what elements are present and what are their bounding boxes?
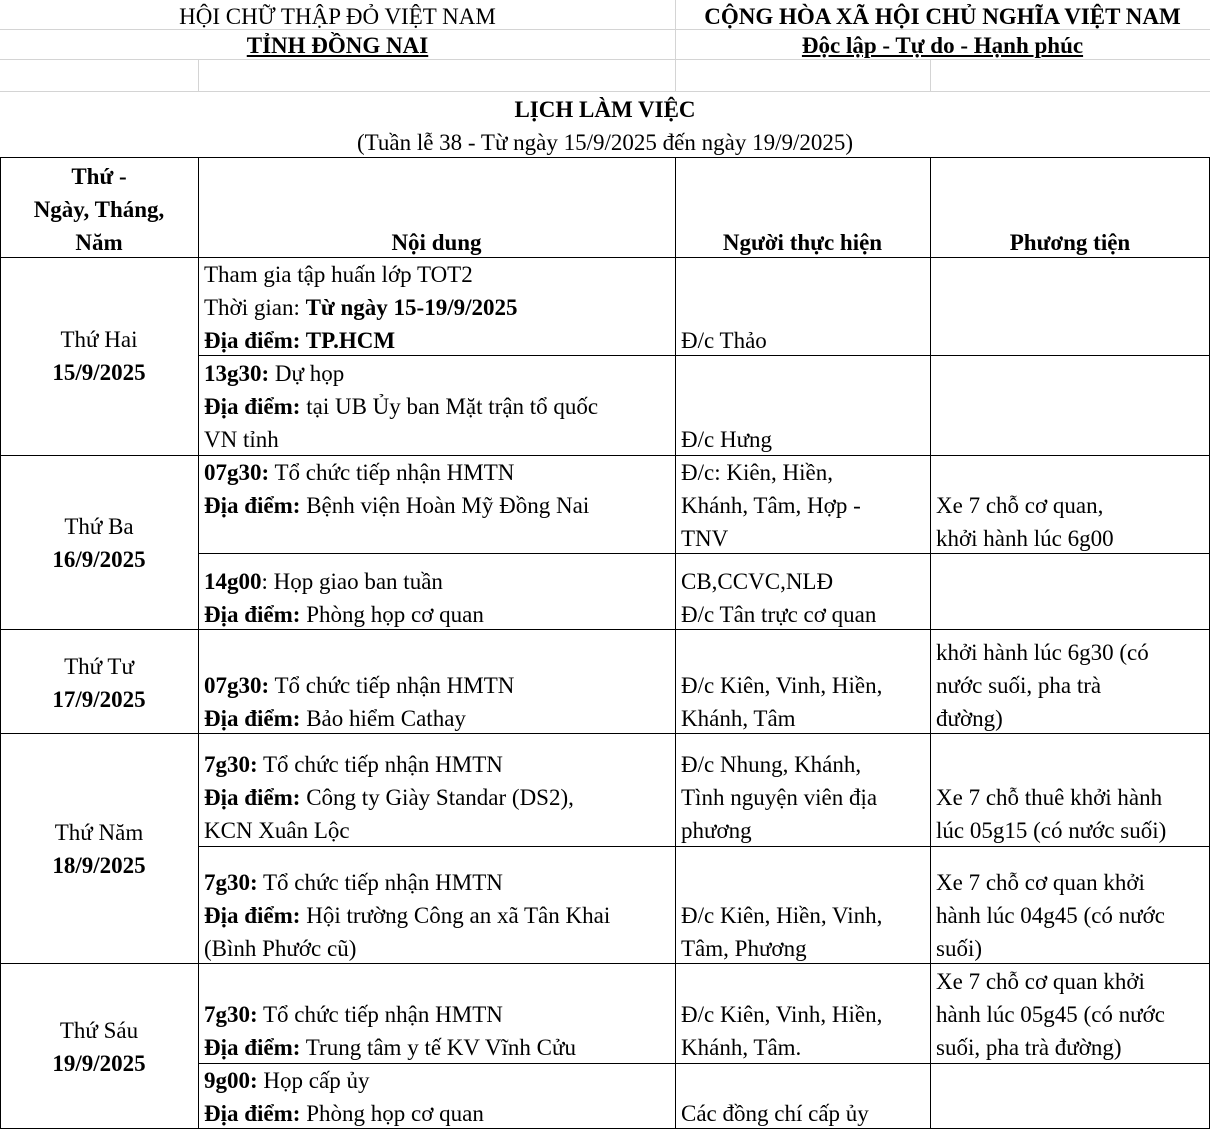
entry-person: Đ/c Kiên, Vinh, Hiền, Khánh, Tâm. — [681, 1002, 883, 1060]
org-unit: TỈNH ĐỒNG NAI — [246, 33, 429, 58]
entry-person: Đ/c Kiên, Vinh, Hiền, Khánh, Tâm — [681, 673, 883, 731]
entry-person: Đ/c Hưng — [681, 427, 773, 452]
page-subtitle: (Tuần lễ 38 - Từ ngày 15/9/2025 đến ngày 19/9/2025) — [356, 130, 854, 155]
entry-content: 7g30: Tổ chức tiếp nhận HMTN Địa điểm: Công ty Giày Standar (DS2), KCN Xuân Lộc — [204, 752, 574, 843]
entry-vehicle: Xe 7 chỗ cơ quan, khởi hành lúc 6g00 — [936, 493, 1114, 551]
entry-vehicle: Xe 7 chỗ cơ quan khởi hành lúc 05g45 (có nước suối, pha trà đường) — [936, 969, 1166, 1060]
entry-person: Các đồng chí cấp ủy — [681, 1101, 869, 1126]
day-cell: Thứ Ba 16/9/2025 — [52, 514, 146, 572]
entry-content: 14g00: Họp giao ban tuần Địa điểm: Phòng họp cơ quan — [204, 569, 484, 627]
entry-vehicle: khởi hành lúc 6g30 (có nước suối, pha trà đường) — [936, 640, 1149, 731]
entry-person: CB,CCVC,NLĐ Đ/c Tân trực cơ quan — [681, 569, 877, 627]
org-name: HỘI CHỮ THẬP ĐỎ VIỆT NAM — [179, 4, 496, 29]
country-name: CỘNG HÒA XÃ HỘI CHỦ NGHĨA VIỆT NAM — [704, 4, 1181, 29]
column-header-vehicle: Phương tiện — [1009, 230, 1131, 255]
entry-content: 7g30: Tổ chức tiếp nhận HMTN Địa điểm: Trung tâm y tế KV Vĩnh Cửu — [204, 1002, 576, 1060]
national-motto: Độc lập - Tự do - Hạnh phúc — [801, 33, 1084, 58]
page-title: LỊCH LÀM VIỆC — [514, 97, 696, 122]
day-cell: Thứ Sáu 19/9/2025 — [52, 1018, 146, 1076]
entry-person: Đ/c Nhung, Khánh, Tình nguyện viên địa phương — [681, 752, 878, 843]
entry-person: Đ/c Thảo — [681, 328, 767, 353]
day-cell: Thứ Tư 17/9/2025 — [52, 654, 146, 712]
entry-content: 13g30: Dự họp Địa điểm: tại UB Ủy ban Mặt trận tổ quốc VN tỉnh — [204, 361, 599, 452]
column-header-person: Người thực hiện — [722, 230, 883, 255]
column-header-day: Thứ - Ngày, Tháng, Năm — [33, 164, 165, 255]
entry-person: Đ/c Kiên, Hiền, Vinh, Tâm, Phương — [681, 903, 883, 961]
entry-content: 07g30: Tổ chức tiếp nhận HMTN Địa điểm: Bệnh viện Hoàn Mỹ Đồng Nai — [204, 460, 590, 518]
entry-content: 7g30: Tổ chức tiếp nhận HMTN Địa điểm: Hội trường Công an xã Tân Khai (Bình Phước cũ) — [204, 870, 611, 961]
day-cell: Thứ Năm 18/9/2025 — [52, 820, 146, 878]
entry-vehicle: Xe 7 chỗ thuê khởi hành lúc 05g15 (có nước suối) — [936, 785, 1167, 843]
entry-content: 07g30: Tổ chức tiếp nhận HMTN Địa điểm: Bảo hiểm Cathay — [204, 673, 515, 731]
column-header-content: Nội dung — [391, 230, 482, 255]
entry-content: Tham gia tập huấn lớp TOT2 Thời gian: Từ ngày 15-19/9/2025 Địa điểm: TP.HCM — [204, 262, 518, 353]
entry-person: Đ/c: Kiên, Hiền, Khánh, Tâm, Hợp - TNV — [681, 460, 861, 551]
entry-vehicle: Xe 7 chỗ cơ quan khởi hành lúc 04g45 (có nước suối) — [936, 870, 1166, 961]
day-cell: Thứ Hai 15/9/2025 — [52, 327, 146, 385]
entry-content: 9g00: Họp cấp ủy Địa điểm: Phòng họp cơ quan — [204, 1068, 484, 1126]
